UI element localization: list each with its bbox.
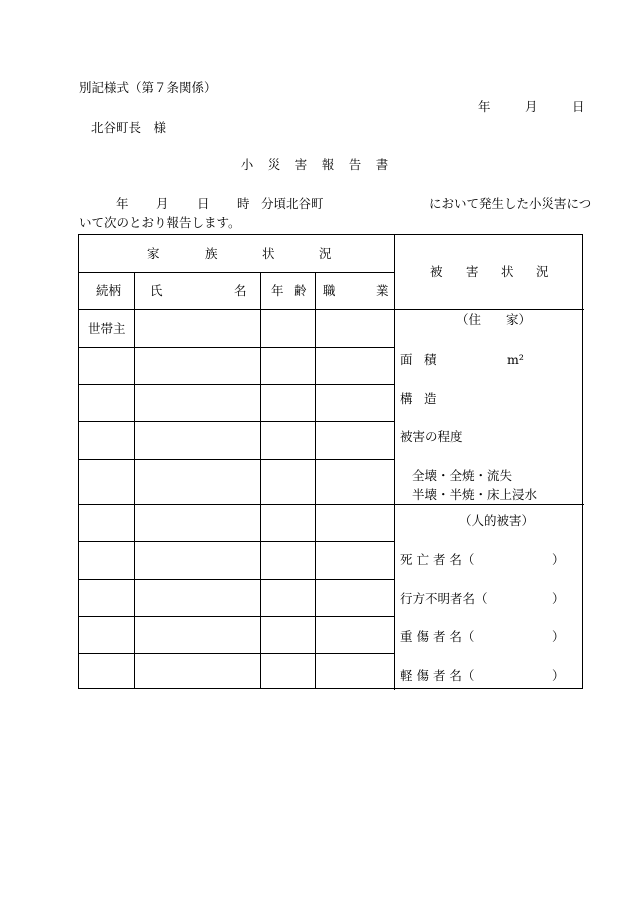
deaths-label: 死 亡 者 名（ (400, 552, 475, 567)
area-unit: m² (507, 352, 524, 367)
divider-col-age (315, 272, 316, 689)
residence-section-label: （住 家） (456, 312, 532, 327)
structure-label-1: 構 (400, 391, 413, 406)
family-header-3: 状 (262, 246, 275, 261)
damage-section-line (394, 504, 584, 505)
family-header-4: 況 (319, 246, 332, 261)
casualties-section-label: （人的被害） (459, 513, 535, 528)
family-header-2: 族 (205, 246, 218, 261)
col-header-age-2: 齢 (294, 283, 307, 298)
row-line (79, 541, 394, 542)
divider-family-damage (394, 235, 395, 690)
col-header-occupation-2: 業 (376, 283, 389, 298)
divider-col-relation (134, 272, 135, 689)
intro-minute-place: 分頃北谷町 (261, 196, 324, 211)
row-line (79, 616, 394, 617)
area-label-1: 面 (400, 352, 413, 367)
divider-col-name (260, 272, 261, 689)
date-day: 日 (572, 99, 585, 114)
serious-injury-label: 重 傷 者 名（ (400, 629, 475, 644)
row-line (79, 459, 394, 460)
family-header-1: 家 (147, 246, 160, 261)
col-header-name-2: 名 (234, 283, 247, 298)
missing-label: 行方不明者名（ (400, 591, 488, 606)
damage-header-3: 状 (501, 264, 514, 279)
addressee: 北谷町長 様 (91, 120, 167, 135)
date-month: 月 (525, 99, 538, 114)
serious-injury-close-paren: ） (552, 629, 565, 644)
col-header-name-1: 氏 (150, 283, 163, 298)
intro-occurred-text: において発生した小災害につ (429, 196, 592, 211)
row-line (79, 347, 394, 348)
intro-hour: 時 (237, 196, 250, 211)
col-header-age-1: 年 (271, 283, 284, 298)
damage-degree-label: 被害の程度 (400, 429, 463, 444)
row-line (79, 653, 394, 654)
row-line (79, 272, 394, 273)
col-header-relation: 続柄 (96, 283, 122, 298)
area-label-2: 積 (424, 352, 437, 367)
row-line (79, 504, 394, 505)
damage-header-2: 害 (466, 264, 479, 279)
damage-header-4: 況 (536, 264, 549, 279)
minor-injury-close-paren: ） (552, 668, 565, 683)
damage-options-line-2: 半壊・半焼・床上浸水 (412, 487, 538, 502)
damage-header-line (394, 309, 584, 310)
damage-options-line-1: 全壊・全焼・流失 (412, 468, 513, 483)
intro-line-2: いて次のとおり報告します。 (79, 215, 241, 230)
head-of-household-label: 世帯主 (88, 321, 126, 336)
row-line (79, 384, 394, 385)
intro-year: 年 (116, 196, 129, 211)
intro-month: 月 (156, 196, 169, 211)
structure-label-2: 造 (424, 391, 437, 406)
document-title: 小 災 害 報 告 書 (240, 157, 390, 172)
date-year: 年 (478, 99, 491, 114)
report-table (78, 234, 583, 689)
missing-close-paren: ） (552, 591, 565, 606)
row-line (79, 579, 394, 580)
form-reference: 別記様式（第７条関係） (79, 80, 217, 95)
minor-injury-label: 軽 傷 者 名（ (400, 668, 475, 683)
row-line (79, 421, 394, 422)
row-line (79, 309, 394, 310)
intro-day: 日 (197, 196, 210, 211)
damage-header-1: 被 (430, 264, 443, 279)
deaths-close-paren: ） (552, 552, 565, 567)
col-header-occupation-1: 職 (323, 283, 336, 298)
